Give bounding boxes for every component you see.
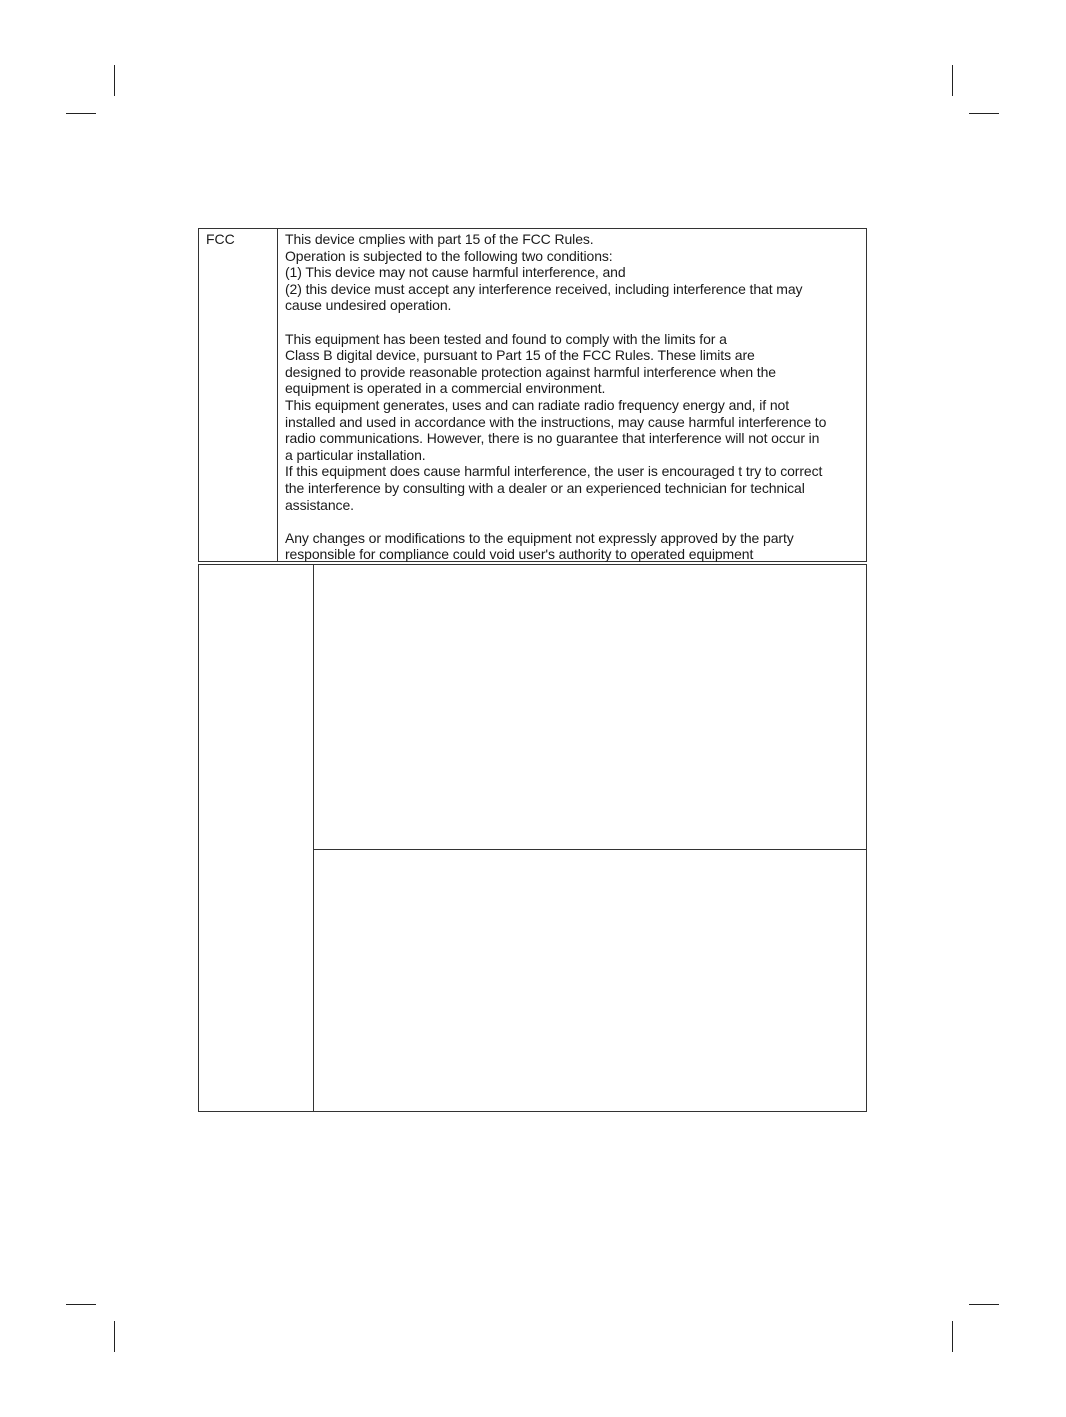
statement-line: designed to provide reasonable protection against harmful interference when the [285, 363, 776, 380]
fcc-label-cell [199, 229, 278, 561]
statement-line: installed and used in accordance with the instructions, may cause harmful interference to [285, 413, 827, 430]
crop-mark-bottom-right-vertical [952, 1321, 953, 1352]
crop-mark-bottom-left-vertical [114, 1321, 115, 1352]
statement-line: equipment is operated in a commercial environment. [285, 380, 606, 397]
paragraph-gap [285, 513, 862, 530]
fcc-statement-text [285, 231, 862, 563]
statement-line: (1) This device may not cause harmful interference, and [285, 264, 626, 281]
paragraph-gap [285, 314, 862, 331]
blank-table [198, 564, 867, 1112]
crop-mark-top-right-vertical [952, 65, 953, 96]
statement-line: radio communications. However, there is no guarantee that interference will not occur in [285, 430, 820, 447]
statement-line: assistance. [285, 496, 354, 513]
blank-table-row-divider [313, 849, 866, 850]
crop-mark-bottom-left-horizontal [66, 1304, 96, 1305]
statement-line: cause undesired operation. [285, 297, 452, 314]
statement-line: Any changes or modifications to the equipment not expressly approved by the party [285, 529, 794, 546]
statement-line: responsible for compliance could void user's authority to operated equipment [285, 546, 754, 563]
statement-line: This device cmplies with part 15 of the FCC Rules. [285, 231, 594, 247]
statement-line: This equipment has been tested and found to comply with the limits for a [285, 330, 727, 347]
statement-line: This equipment generates, uses and can radiate radio frequency energy and, if not [285, 396, 790, 413]
fcc-label: FCC [206, 231, 235, 247]
crop-mark-top-right-horizontal [969, 113, 999, 114]
statement-line: a particular installation. [285, 446, 426, 463]
crop-mark-top-left-horizontal [66, 113, 96, 114]
crop-mark-top-left-vertical [114, 65, 115, 96]
blank-table-label-cell [199, 565, 314, 1111]
fcc-statement-table [198, 228, 867, 562]
statement-line: If this equipment does cause harmful interference, the user is encouraged t try to correct [285, 463, 823, 480]
statement-line: Class B digital device, pursuant to Part 15 of the FCC Rules. These limits are [285, 347, 755, 364]
crop-mark-bottom-right-horizontal [969, 1304, 999, 1305]
statement-line: the interference by consulting with a dealer or an experienced technician for technical [285, 479, 805, 496]
statement-line: (2) this device must accept any interference received, including interference that may [285, 280, 803, 297]
statement-line: Operation is subjected to the following two conditions: [285, 247, 613, 264]
